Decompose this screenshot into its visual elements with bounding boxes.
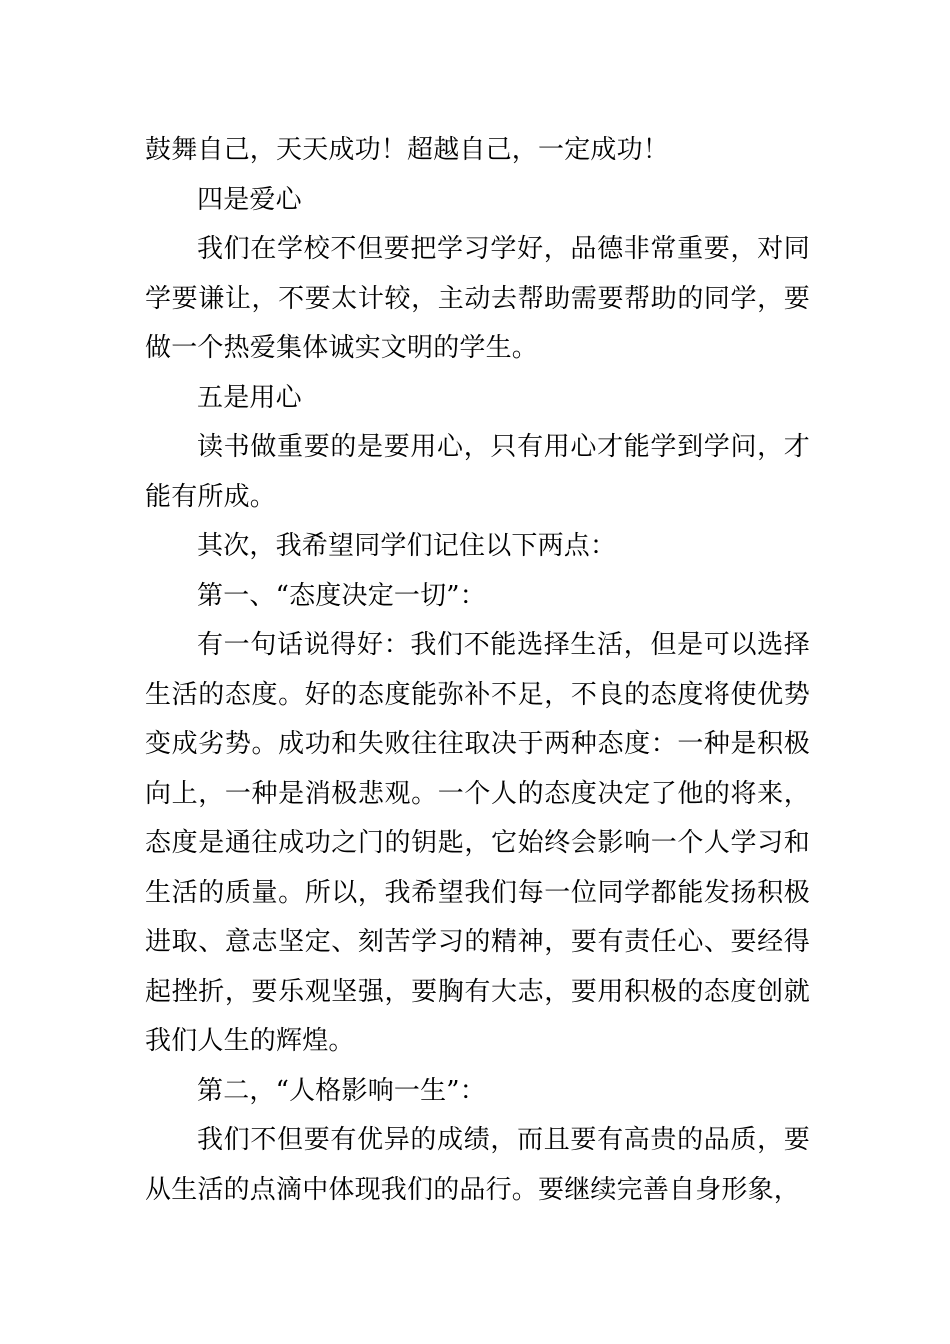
paragraph-character: 我们不但要有优异的成绩，而且要有高贵的品质，要从生活的点滴中体现我们的品行。要继续完善自身形象， xyxy=(145,1125,810,1205)
paragraph-attentive: 读书做重要的是要用心，只有用心才能学到学问，才能有所成。 xyxy=(145,432,810,512)
heading-character: 第二，“人格影响一生”： xyxy=(197,1075,486,1106)
paragraph-love: 我们在学校不但要把学习学好，品德非常重要，对同学要谦让，不要太计较，主动去帮助需要帮助的同学，要做一个热爱集体诚实文明的学生。 xyxy=(145,234,810,363)
paragraph-attitude: 有一句话说得好：我们不能选择生活，但是可以选择生活的态度。好的态度能弥补不足，不良的态度将使优势变成劣势。成功和失败往往取决于两种态度：一种是积极向上，一种是消极悲观。一个人的态度决定了他的将来，态度是通往成功之门的钥匙，它始终会影响一个人学习和生活的质量。所以，我希望我们每一位同学都能发扬积极进取、意志坚定、刻苦学习的精神，要有责任心、要经得起挫折，要乐观坚强，要胸有大志，要用积极的态度创就我们人生的辉煌。 xyxy=(145,630,810,1056)
heading-fifth-attentive: 五是用心 xyxy=(197,382,302,413)
heading-attitude: 第一、“态度决定一切”： xyxy=(197,580,486,611)
document-body xyxy=(145,126,810,1215)
heading-fourth-love: 四是爱心 xyxy=(197,184,302,215)
paragraph-secondly: 其次，我希望同学们记住以下两点： xyxy=(197,531,617,561)
paragraph-continuation: 鼓舞自己，天天成功！超越自己，一定成功！ xyxy=(145,135,670,165)
